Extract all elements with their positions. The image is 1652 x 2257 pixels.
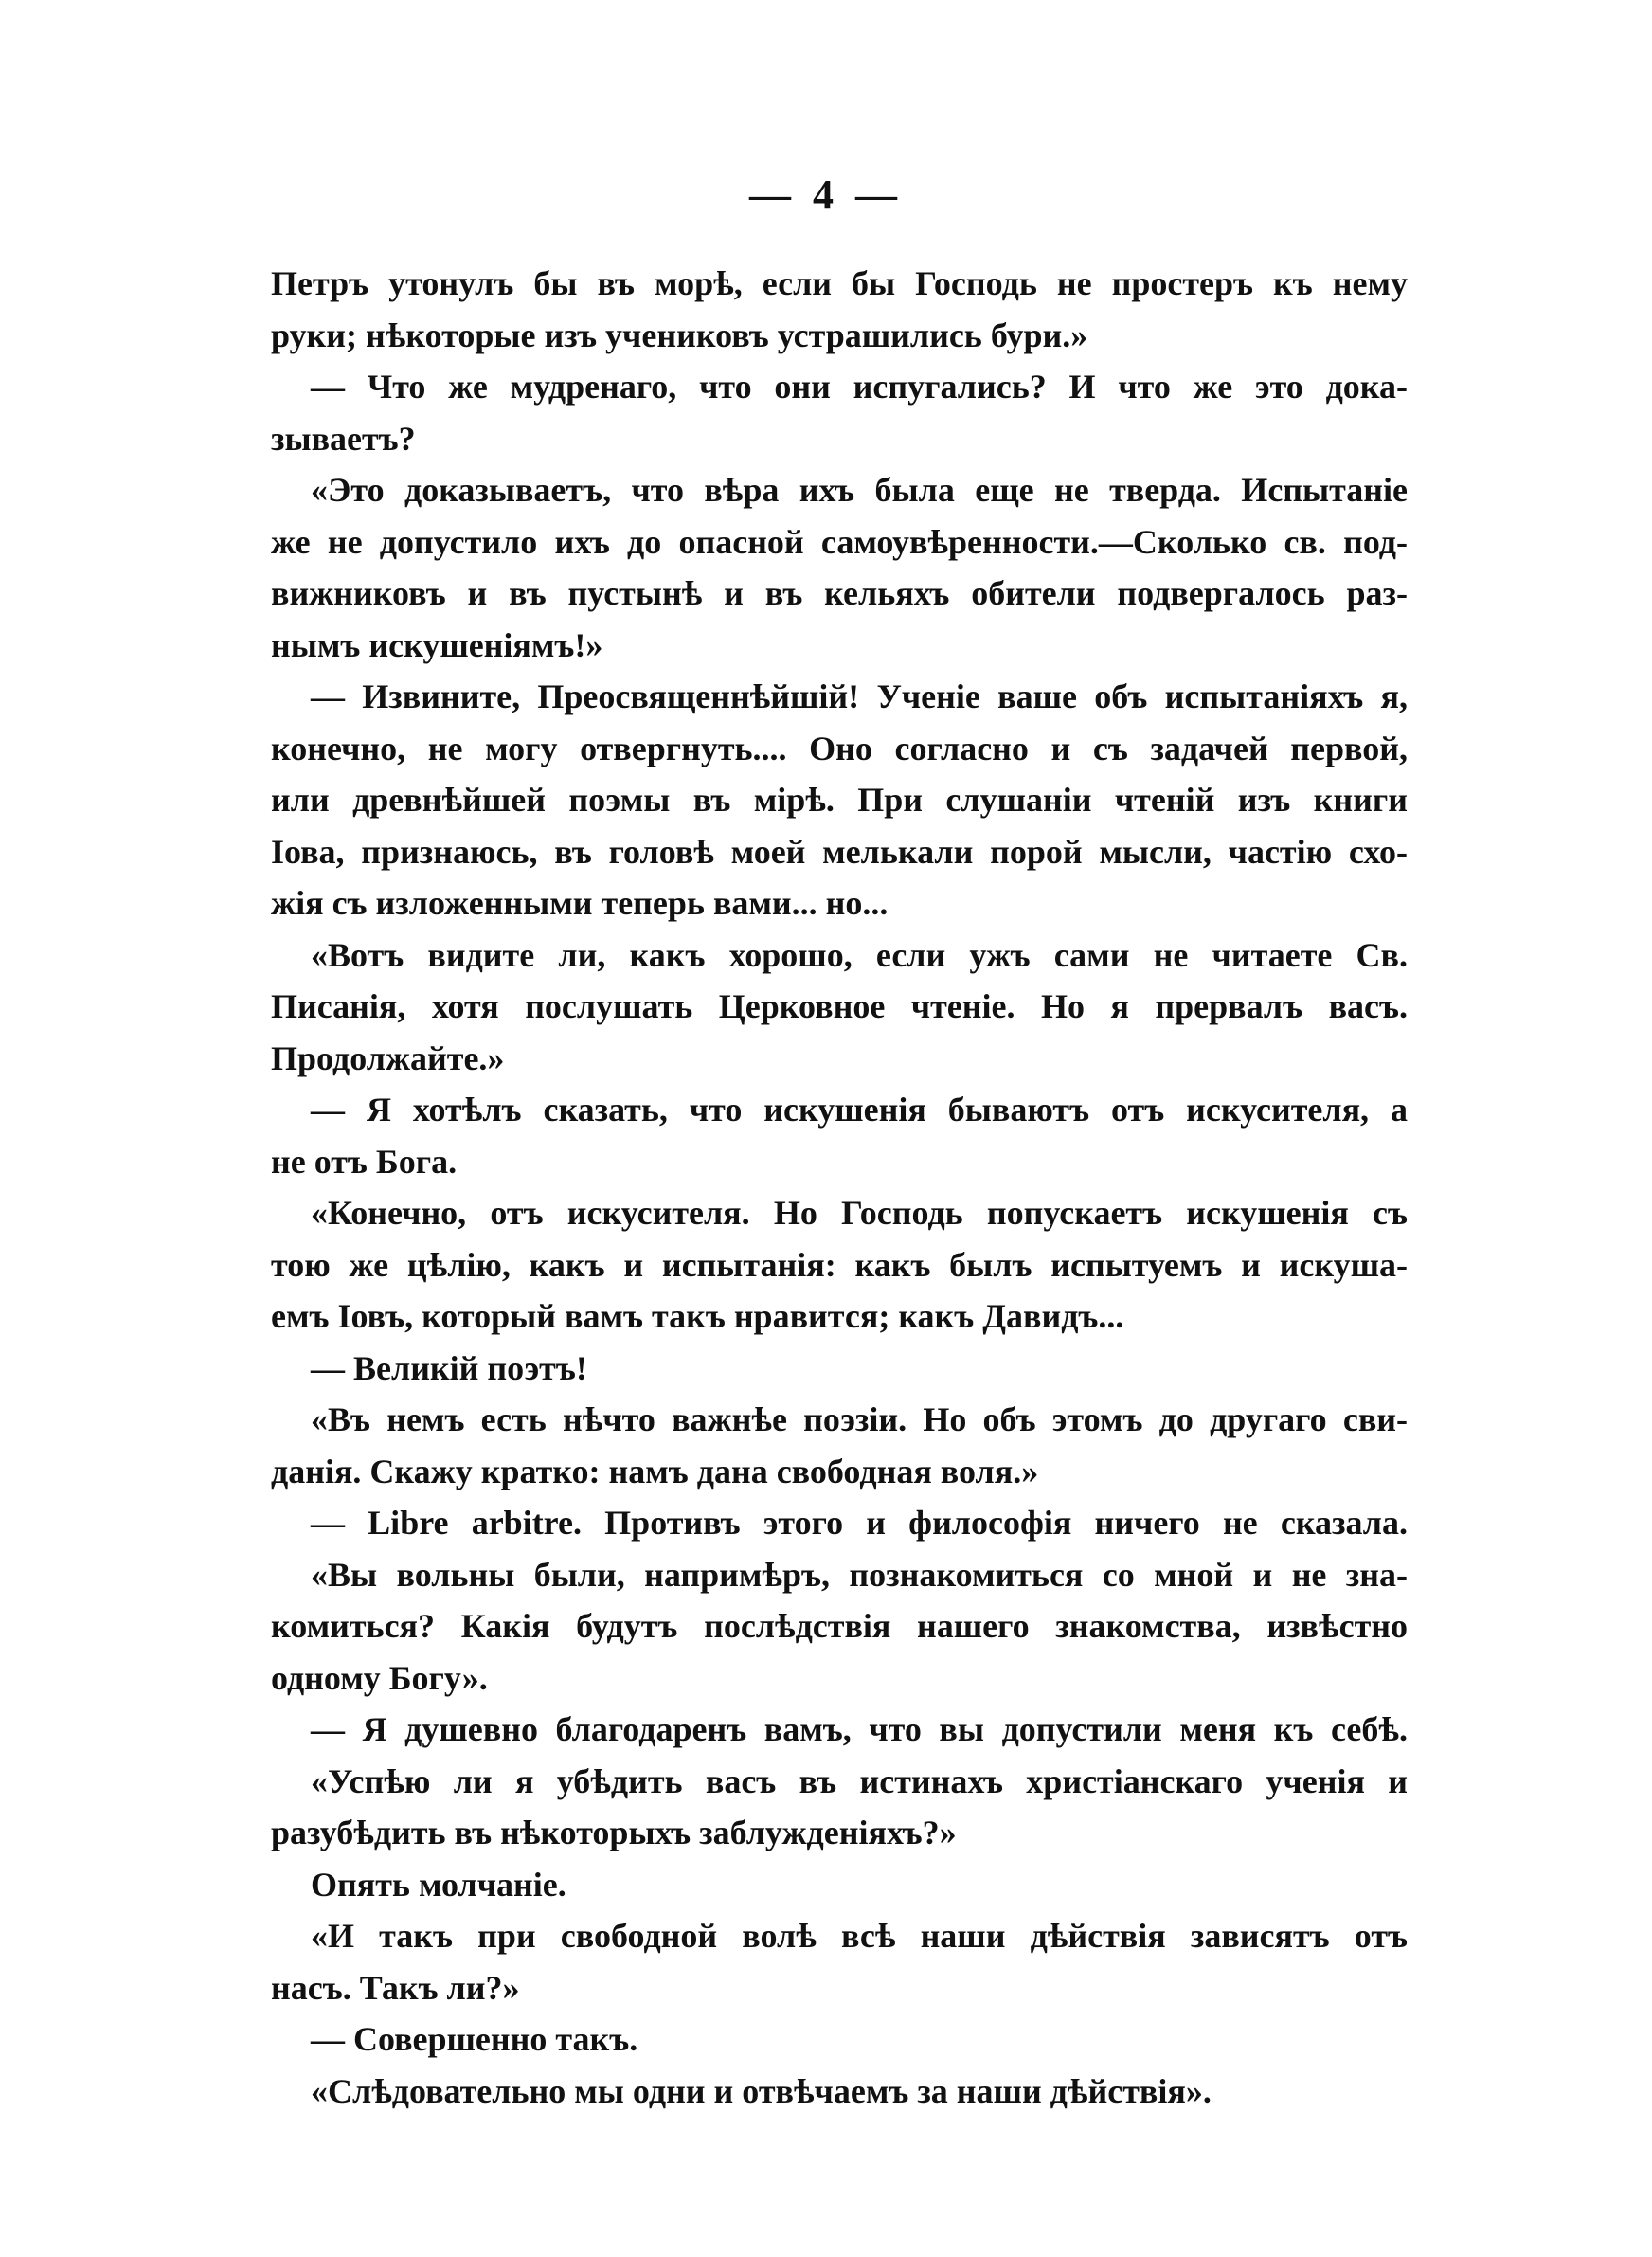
text-line: «Успѣю ли я убѣдить васъ въ истинахъ христіанскаго ученія и (311, 1761, 1408, 1800)
page-text (271, 258, 1408, 2117)
text-line: данія. Скажу кратко: намъ дана свободная воля.» (271, 1452, 1039, 1490)
text-line: комиться? Какія будутъ послѣдствія нашего знакомства, извѣстно (271, 1607, 1408, 1645)
text-line: же не допустило ихъ до опасной самоувѣренности.—Сколько св. под- (271, 522, 1408, 561)
text-line: или древнѣйшей поэмы въ мірѣ. При слушаніи чтеній изъ книги (271, 781, 1408, 819)
text-line: — Я хотѣлъ сказать, что искушенія бываютъ отъ искусителя, а (311, 1091, 1408, 1128)
text-line: — Что же мудренаго, что они испугались? И что же это дока- (311, 368, 1408, 406)
text-line: Продолжайте.» (271, 1038, 505, 1077)
text-line: «Вы вольны были, напримѣръ, познакомиться со мной и не зна- (311, 1555, 1408, 1594)
text-line: — Libre arbitre. Противъ этого и философія ничего не сказала. (311, 1504, 1408, 1542)
text-line: емъ Іовъ, который вамъ такъ нравится; какъ Давидъ... (271, 1297, 1124, 1335)
text-line: одному Богу». (271, 1658, 488, 1697)
text-line: руки; нѣкоторые изъ учениковъ устрашились бури.» (271, 316, 1088, 354)
text-line: насъ. Такъ ли?» (271, 1968, 520, 2007)
text-line: Писанія, хотя послушать Церковное чтеніе. Но я прервалъ васъ. (271, 987, 1408, 1025)
text-line: разубѣдить въ нѣкоторыхъ заблужденіяхъ?» (271, 1814, 957, 1851)
text-line: «И такъ при свободной волѣ всѣ наши дѣйствія зависятъ отъ (311, 1917, 1408, 1955)
text-line: «Это доказываетъ, что вѣра ихъ была еще не тверда. Испытаніе (311, 471, 1408, 509)
text-line: «Слѣдовательно мы одни и отвѣчаемъ за наши дѣйствія». (311, 2071, 1212, 2110)
text-line: Іова, признаюсь, въ головѣ моей мелькали порой мысли, частію схо- (271, 832, 1408, 871)
text-line: — Извините, Преосвященнѣйшій! Ученіе ваше объ испытаніяхъ я, (311, 677, 1408, 715)
text-line: «Конечно, отъ искусителя. Но Господь попускаетъ искушенія съ (311, 1194, 1408, 1232)
page-number: — 4 — (749, 172, 903, 218)
text-line: зываетъ? (271, 419, 416, 458)
text-line: «Въ немъ есть нѣчто важнѣе поэзіи. Но объ этомъ до другаго сви- (311, 1400, 1408, 1438)
text-line: жія съ изложенными теперь вами... но... (271, 884, 889, 922)
text-line: конечно, не могу отвергнуть.... Оно согласно и съ задачей первой, (271, 729, 1408, 767)
text-line: — Великій поэтъ! (311, 1348, 587, 1387)
text-line: Опять молчаніе. (311, 1865, 566, 1904)
text-line: нымъ искушеніямъ!» (271, 625, 603, 664)
text-line: — Совершенно такъ. (311, 2020, 638, 2058)
text-line: вижниковъ и въ пустынѣ и въ кельяхъ обители подвергалось раз- (271, 574, 1408, 612)
text-line: не отъ Бога. (271, 1142, 458, 1181)
text-line: — Я душевно благодаренъ вамъ, что вы допустили меня къ себѣ. (311, 1710, 1408, 1748)
text-line: «Вотъ видите ли, какъ хорошо, если ужъ сами не читаете Св. (311, 935, 1408, 974)
text-line: Петръ утонулъ бы въ морѣ, если бы Господь не простеръ къ нему (271, 264, 1408, 302)
text-line: тою же цѣлію, какъ и испытанія: какъ былъ испытуемъ и искуша- (271, 1245, 1408, 1284)
